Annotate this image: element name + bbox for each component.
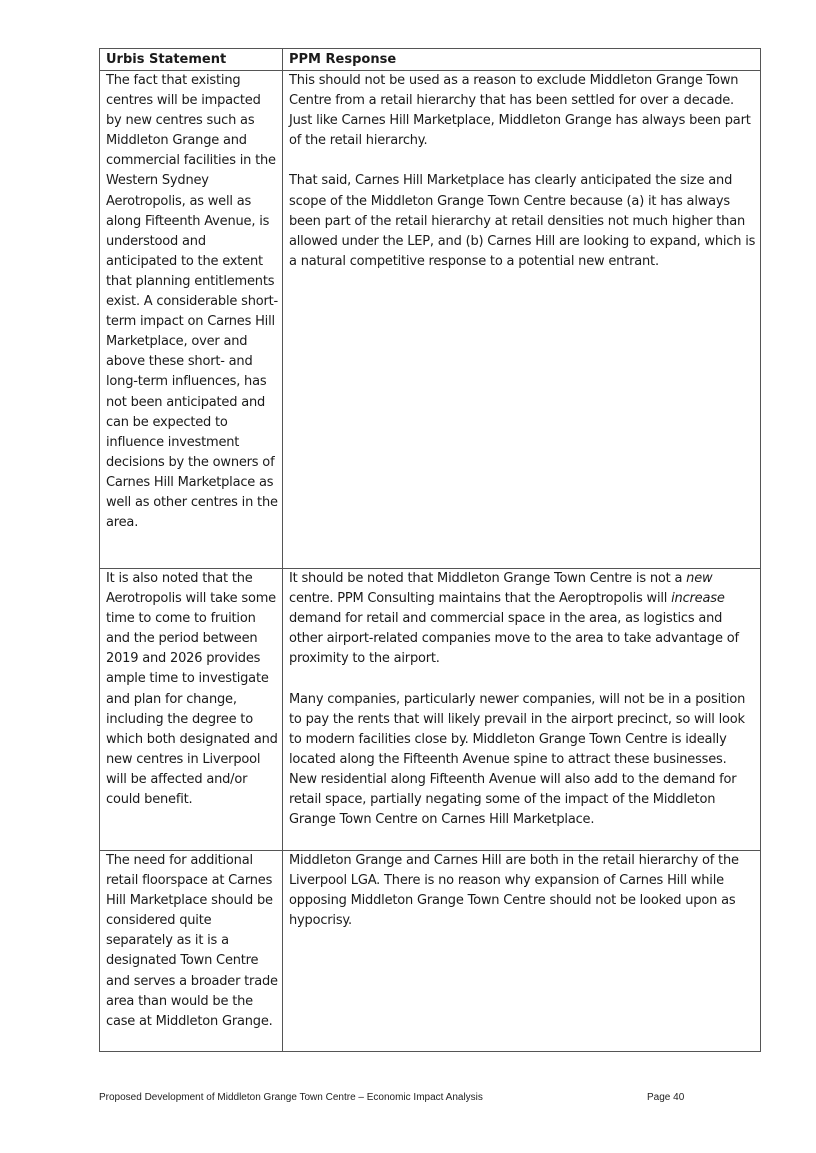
response-paragraph [289,569,756,669]
response-text: It should be noted that Middleton Grange Town Centre is not a [289,571,687,586]
table-row [100,569,761,851]
table-row [100,851,761,1052]
response-table [99,48,761,1052]
header-urbis-statement: Urbis Statement [100,49,283,71]
emphasis-text: increase [671,591,725,607]
statement-cell [100,569,283,851]
table-header-row [100,49,761,71]
response-cell [283,569,761,851]
header-ppm-response: PPM Response [283,49,761,71]
response-text: demand for retail and commercial space in the area, as logistics and other airport-related companies move to the area to take advantage of proximity to the airport. [289,611,739,667]
footer-document-title: Proposed Development of Middleton Grange Town Centre – Economic Impact Analysis [99,1092,483,1103]
statement-text: The fact that existing centres will be impacted by new centres such as Middleton Grange and commercial facilities in the Western Sydney Aerotropolis, as well as along Fifteenth Avenue, is understood and anticipated to the extent that planning entitlements exist. A considerable short-term impact on Carnes Hill Marketplace, over and above these short- and long-term influences, has not been anticipated and can be expected to influence investment decisions by the owners of Carnes Hill Marketplace as well as other centres in the area. [106,73,279,531]
statement-text: It is also noted that the Aerotropolis will take some time to come to fruition and the period between 2019 and 2026 provides ample time to investigate and plan for change, including the degree to which both designated and new centres in Liverpool will be affected and/or could benefit. [106,571,278,808]
response-text: centre. PPM Consulting maintains that the Aeroptropolis will [289,591,672,607]
response-paragraph: This should not be used as a reason to exclude Middleton Grange Town Centre from a retail hierarchy that has been settled for over a decade. Just like Carnes Hill Marketplace, Middleton Grange has always been part of the retail hierarchy. [289,73,751,149]
statement-text: The need for additional retail floorspace at Carnes Hill Marketplace should be considered quite separately as it is a designated Town Centre and serves a broader trade area than would be the case at Middleton Grange. [106,853,278,1029]
response-cell [283,851,761,1052]
response-paragraph: That said, Carnes Hill Marketplace has clearly anticipated the size and scope of the Middleton Grange Town Centre because (a) it has always been part of the retail hierarchy at retail densities not much higher than allowed under the LEP, and (b) Carnes Hill are looking to expand, which is a natural competitive response to a potential new entrant. [289,173,756,269]
table-row [100,71,761,569]
statement-cell [100,71,283,569]
statement-cell [100,851,283,1052]
footer-page-number: Page 40 [647,1092,685,1103]
emphasis-text: new [686,571,713,586]
response-paragraph: Middleton Grange and Carnes Hill are both in the retail hierarchy of the Liverpool LGA. There is no reason why expansion of Carnes Hill while opposing Middleton Grange Town Centre should not be looked upon as hypocrisy. [289,853,739,929]
response-cell [283,71,761,569]
response-paragraph: Many companies, particularly newer companies, will not be in a position to pay the rents that will likely prevail in the airport precinct, so will look to modern facilities close by. Middleton Grange Town Centre is ideally located along the Fifteenth Avenue spine to attract these businesses. New residential along Fifteenth Avenue will also add to the demand for retail space, partially negating some of the impact of the Middleton Grange Town Centre on Carnes Hill Marketplace. [289,691,746,828]
